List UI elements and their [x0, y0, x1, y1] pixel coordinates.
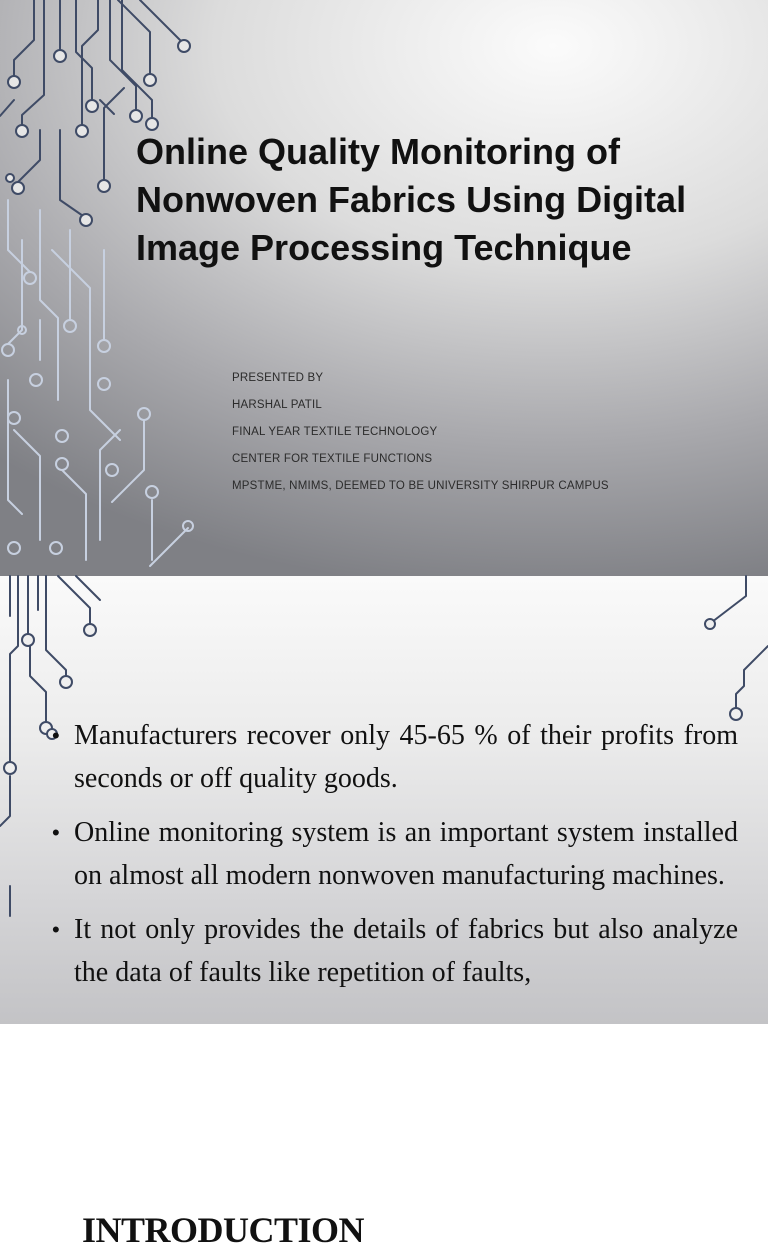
- section-heading: INTRODUCTION: [82, 1210, 365, 1250]
- presenter-line: MPSTME, NMIMS, DEEMED TO BE UNIVERSITY SHIRPUR CAMPUS: [232, 480, 609, 492]
- presenter-line: CENTER FOR TEXTILE FUNCTIONS: [232, 453, 433, 465]
- bullet-item: [52, 908, 738, 994]
- bullet-item: [52, 714, 738, 800]
- presenter-line: FINAL YEAR TEXTILE TECHNOLOGY: [232, 426, 438, 438]
- slide-title: Online Quality Monitoring of Nonwoven Fabrics Using Digital Image Processing Technique: [136, 131, 687, 268]
- bullet-text: It not only provides the details of fabrics but also analyze the data of faults like repetition of faults,: [74, 914, 738, 988]
- bullet-icon: •: [52, 723, 60, 748]
- bullet-item: [52, 811, 738, 897]
- presenter-line: PRESENTED BY: [232, 372, 324, 384]
- presenter-line: HARSHAL PATIL: [232, 399, 322, 411]
- bullet-icon: •: [52, 820, 60, 845]
- bullet-text: Online monitoring system is an important system installed on almost all modern nonwoven manufacturing machines.: [74, 817, 738, 891]
- bullet-list: [52, 714, 738, 1005]
- title-slide: [0, 0, 768, 576]
- bullet-text: Manufacturers recover only 45-65 % of their profits from seconds or off quality goods.: [74, 720, 738, 794]
- bullet-icon: •: [52, 917, 60, 942]
- presenter-info: [232, 365, 609, 500]
